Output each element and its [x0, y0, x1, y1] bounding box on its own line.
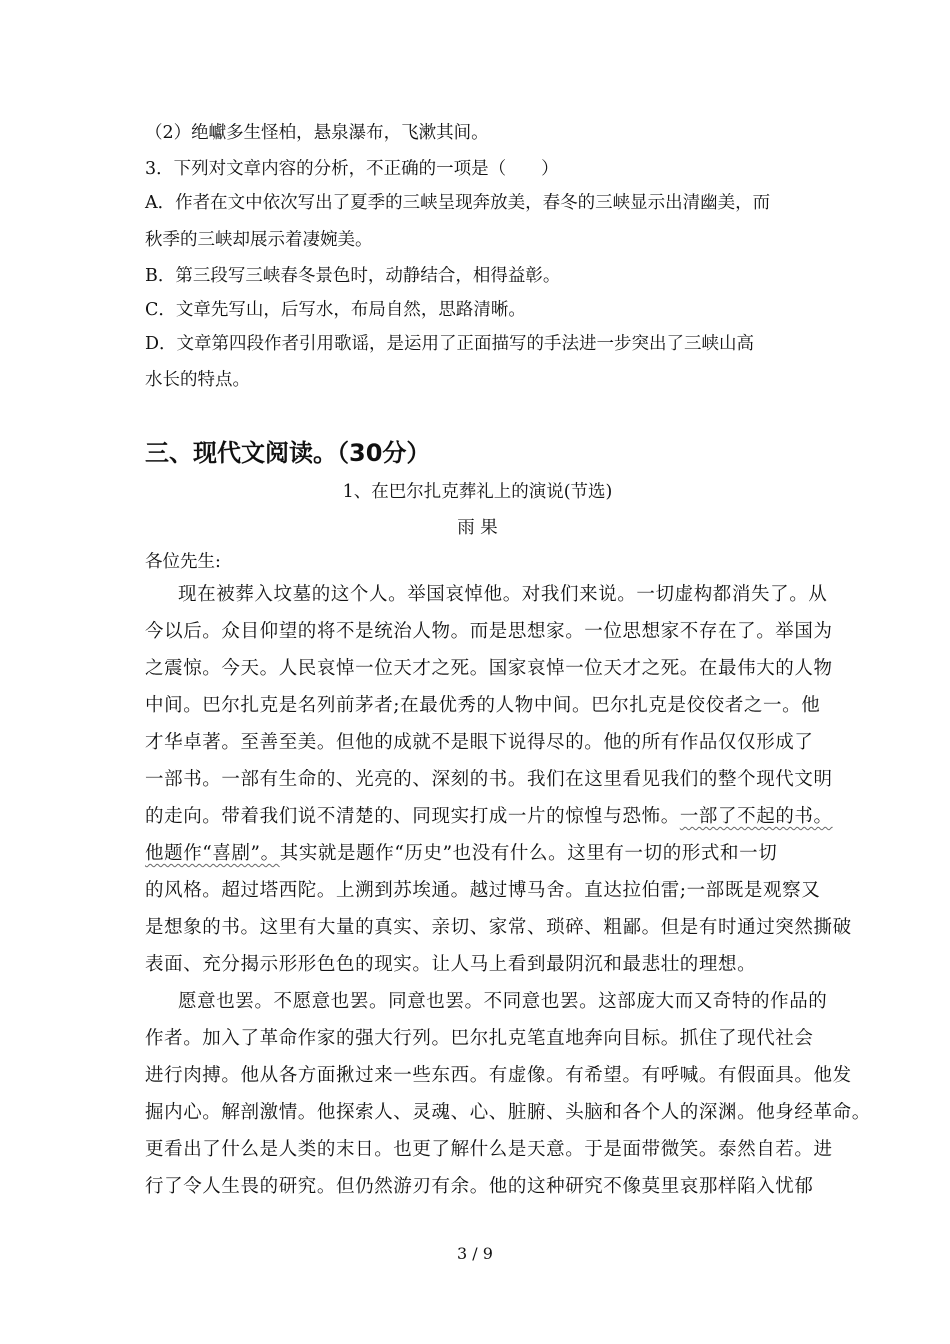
wavy-underlined-text: 他题作“喜剧”。: [145, 843, 280, 864]
option-d-line-2: 水长的特点。: [145, 370, 250, 390]
option-a-line-2: 秋季的三峡却展示着凄婉美。: [145, 230, 373, 250]
paragraph-1-line: 之震惊。今天。人民哀悼一位天才之死。国家哀悼一位天才之死。在最伟大的人物: [145, 658, 833, 679]
wavy-underlined-text: 一部了不起的书。: [679, 806, 833, 827]
option-d-line-1: D．文章第四段作者引用歌谣，是运用了正面描写的手法进一步突出了三峡山高: [145, 334, 755, 354]
question-2-line: （2）绝巘多生怪柏，悬泉瀑布，飞漱其间。: [145, 123, 489, 143]
paragraph-2-line: 愿意也罢。不愿意也罢。同意也罢。不同意也罢。这部庞大而又奇特的作品的: [178, 991, 828, 1012]
paragraph-1-line: 一部书。一部有生命的、光亮的、深刻的书。我们在这里看见我们的整个现代文明: [145, 769, 833, 790]
line-text: 的走向。带着我们说不清楚的、同现实打成一片的惊惶与恐怖。: [145, 806, 680, 827]
option-a-line-1: A．作者在文中依次写出了夏季的三峡呈现奔放美，春冬的三峡显示出清幽美，而: [145, 193, 771, 213]
line-text: 其实就是题作“历史”也没有什么。这里有一切的形式和一切: [279, 843, 778, 864]
paragraph-1-line: 中间。巴尔扎克是名列前茅者;在最优秀的人物中间。巴尔扎克是佼佼者之一。他: [145, 695, 821, 716]
article-author: 雨 果: [457, 518, 498, 538]
paragraph-1-line: 才华卓著。至善至美。但他的成就不是眼下说得尽的。他的所有作品仅仅形成了: [145, 732, 814, 753]
paragraph-2-line: 进行肉搏。他从各方面揪过来一些东西。有虚像。有希望。有呼喊。有假面具。他发: [145, 1065, 852, 1086]
option-b: B．第三段写三峡春冬景色时，动静结合，相得益彰。: [145, 266, 561, 286]
question-3-stem: 3．下列对文章内容的分析，不正确的一项是（ ）: [145, 159, 559, 179]
paragraph-1-line: 现在被葬入坟墓的这个人。举国哀悼他。对我们来说。一切虚构都消失了。从: [178, 584, 828, 605]
option-c: C．文章先写山，后写水，布局自然，思路清晰。: [145, 300, 526, 320]
page-number: 3 / 9: [457, 1244, 493, 1263]
paragraph-1-line: 今以后。众目仰望的将不是统治人物。而是思想家。一位思想家不存在了。举国为: [145, 621, 833, 642]
paragraph-2-line: 掘内心。解剖激情。他探索人、灵魂、心、脏腑、头脑和各个人的深渊。他身经革命。: [145, 1102, 871, 1123]
paragraph-2-line: 更看出了什么是人类的末日。也更了解什么是天意。于是面带微笑。泰然自若。进: [145, 1139, 833, 1160]
salutation: 各位先生:: [145, 552, 221, 572]
paragraph-1-line: [145, 842, 810, 866]
paragraph-1-line: 的风格。超过塔西陀。上溯到苏埃通。越过博马舍。直达拉伯雷;一部既是观察又: [145, 880, 821, 901]
paragraph-1-line: 表面、充分揭示形形色色的现实。让人马上看到最阴沉和最悲壮的理想。: [145, 954, 757, 975]
section-heading: 三、现代文阅读。（30分）: [145, 439, 431, 467]
paragraph-2-line: 作者。加入了革命作家的强大行列。巴尔扎克笔直地奔向目标。抓住了现代社会: [145, 1028, 814, 1049]
paragraph-1-line: [145, 805, 833, 829]
paragraph-2-line: 行了令人生畏的研究。但仍然游刃有余。他的这种研究不像莫里哀那样陷入忧郁: [145, 1176, 814, 1197]
article-title: 1、在巴尔扎克葬礼上的演说(节选): [342, 482, 613, 502]
paragraph-1-line: 是想象的书。这里有大量的真实、亲切、家常、琐碎、粗鄙。但是有时通过突然撕破: [145, 917, 852, 938]
